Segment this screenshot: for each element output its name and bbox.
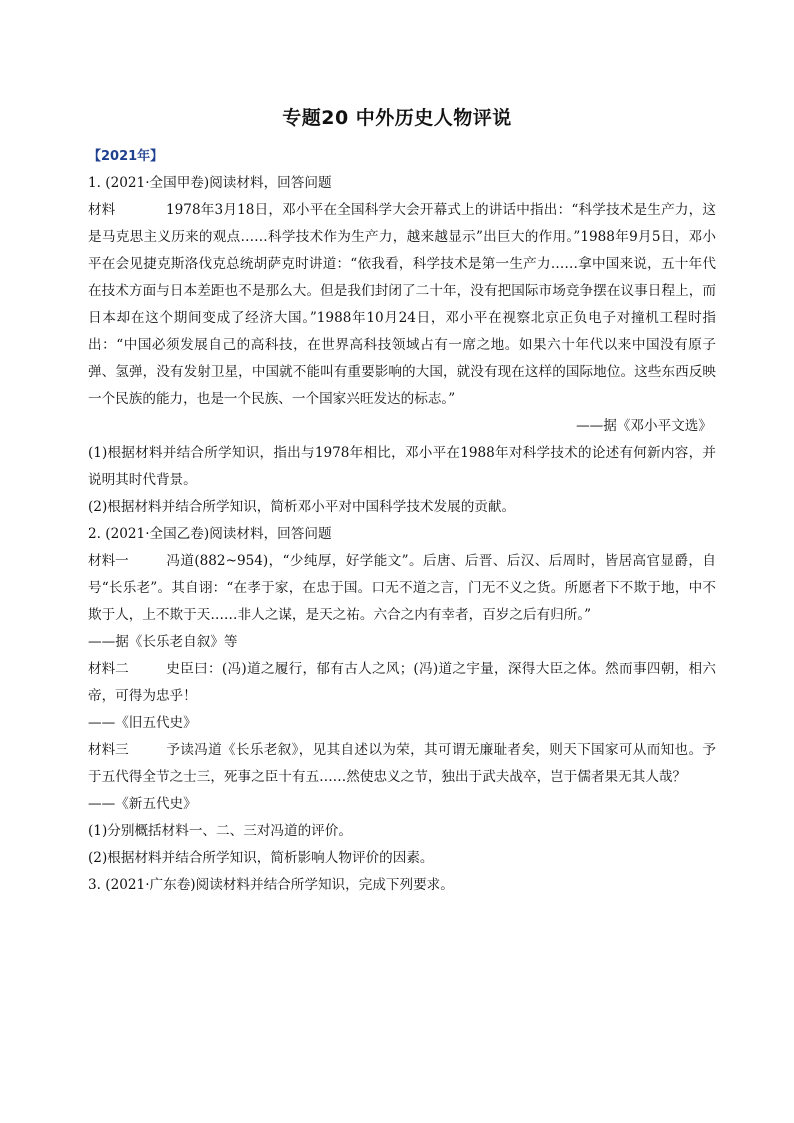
- q1-source: ——据《邓小平文选》: [576, 418, 712, 434]
- q2-m3-body: 予读冯道《长乐老叙》，见其自述以为荣，其可谓无廉耻者矣，则天下国家可从而知也。予于五代得全节之士三，死事之臣十有五……然使忠义之节，独出于武夫战卒，岂于儒者果无其人哉？: [88, 742, 716, 785]
- q1-header: 1. (2021·全国甲卷)阅读材料，回答问题: [88, 175, 332, 191]
- q2-header: 2. (2021·全国乙卷)阅读材料，回答问题: [88, 526, 332, 542]
- q1-sub1: (1)根据材料并结合所学知识，指出与1978年相比，邓小平在1988年对科学技术的论述有何新内容，并说明其时代背景。: [88, 445, 716, 488]
- q2-material-2: [88, 656, 716, 710]
- document-content: [88, 143, 716, 899]
- q2-m2-body: 史臣曰：(冯)道之履行，郁有古人之风；(冯)道之宇量，深得大臣之体。然而事四朝，相六帝，可得为忠乎！: [88, 661, 716, 704]
- q3-header: 3. (2021·广东卷)阅读材料并结合所学知识，完成下列要求。: [88, 877, 454, 893]
- q1-material: [88, 197, 716, 413]
- q2-sub1: (1)分别概括材料一、二、三对冯道的评价。: [88, 823, 352, 839]
- page-title: 专题20 中外历史人物评说: [282, 107, 512, 129]
- q2-m1-label: 材料一: [88, 553, 129, 569]
- q2-m1-source: ——据《长乐老自叙》等: [88, 634, 238, 650]
- q2-m3-source: ——《新五代史》: [88, 796, 197, 812]
- q2-material-1: [88, 548, 716, 629]
- year-heading-text: 【2021年】: [88, 149, 164, 164]
- q2-material-3: [88, 737, 716, 791]
- q2-m2-source: ——《旧五代史》: [88, 715, 197, 731]
- q2-m1-body: 冯道(882~954)，“少纯厚，好学能文”。后唐、后晋、后汉、后周时，皆居高官显爵，自号“长乐老”。其自诩：“在孝于家，在忠于国。口无不道之言，门无不义之货。所愿者下不欺于地，中不欺于人，上不欺于天……非人之谋，是天之祐。六合之内有幸者，百岁之后有归所。”: [88, 553, 716, 623]
- q2-sub2: (2)根据材料并结合所学知识，简析影响人物评价的因素。: [88, 850, 434, 866]
- q1-sub2: (2)根据材料并结合所学知识，简析邓小平对中国科学技术发展的贡献。: [88, 499, 516, 515]
- q2-m3-label: 材料三: [88, 742, 129, 758]
- q1-material-body: 1978年3月18日，邓小平在全国科学大会开幕式上的讲话中指出：“科学技术是生产力，这是马克思主义历来的观点……科学技术作为生产力，越来越显示”出巨大的作用。”1988年9月5日，邓小平在会见捷克斯洛伐克总统胡萨克时讲道：“依我看，科学技术是第一生产力……拿中国来说，五十年代在技术方面与日本差距也不是那么大。但是我们封闭了二十年，没有把国际市场竞争摆在议事日程上，而日本却在这个期间变成了经济大国。”1988年10月24日，邓小平在视察北京正负电子对撞机工程时指出：“中国必须发展自己的高科技，在世界高科技领域占有一席之地。如果六十年代以来中国没有原子弹、氢弹，没有发射卫星，中国就不能叫有重要影响的大国，就没有现在这样的国际地位。这些东西反映一个民族的能力，也是一个民族、一个国家兴旺发达的标志。”: [88, 202, 716, 407]
- q1-material-label: 材料: [88, 202, 116, 218]
- year-heading: [88, 143, 716, 170]
- q2-m2-label: 材料二: [88, 661, 129, 677]
